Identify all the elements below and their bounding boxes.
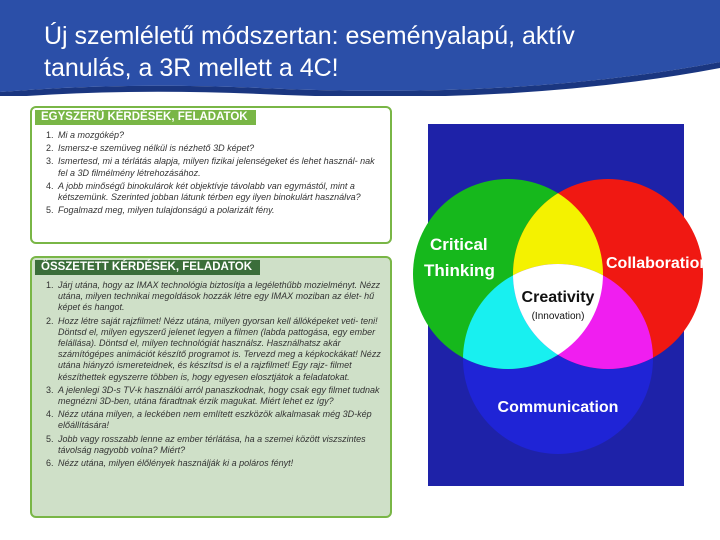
venn-svg (408, 164, 708, 484)
list-item: 1. Mi a mozgókép? (56, 130, 384, 141)
list-item: 3. Ismertesd, mi a térlátás alapja, milyen fizikai jelenségeket és lehet használ- nak fel a 3D filmélmény létrehozásához. (56, 156, 384, 178)
simple-questions-list (32, 130, 390, 218)
slide-title-line-2: tanulás, a 3R mellett a 4C! (44, 54, 339, 82)
simple-questions-box (30, 106, 392, 244)
slide-title-line-1: Új szemléletű módszertan: eseményalapú, aktív (44, 22, 575, 50)
complex-questions-heading: ÖSSZETETT KÉRDÉSEK, FELADATOK (35, 260, 260, 275)
label-innovation: (Innovation) (531, 311, 585, 322)
list-item: 4. A jobb minőségű binokulárok két objektívje távolabb van egymástól, mint a kétszemünk. Szerinted jobban látunk térben egy ilyen binokulárt használva? (56, 181, 384, 203)
complex-questions-list (32, 280, 390, 471)
complex-questions-box (30, 256, 392, 518)
label-critical-line-2: Thinking (424, 261, 495, 280)
list-item: 4. Nézz utána milyen, a leckében nem említett eszközök alkalmasak még 3D-kép előállítására! (56, 409, 384, 431)
four-c-venn-diagram (424, 124, 710, 486)
list-item: 3. A jelenlegi 3D-s TV-k használói arról panaszkodnak, hogy csak egy filmet tudnak megnézni 3D-ben, utána fáradtnak érzik magukat. Miért lehet ez így? (56, 385, 384, 407)
simple-questions-heading: EGYSZERŰ KÉRDÉSEK, FELADATOK (35, 110, 256, 125)
label-critical-line-1: Critical (430, 235, 488, 254)
list-item: 6. Nézz utána, milyen élőlények használják ki a poláros fényt! (56, 458, 384, 469)
list-item: 5. Fogalmazd meg, milyen tulajdonságú a polarizált fény. (56, 205, 384, 216)
list-item: 2. Ismersz-e szemüveg nélkül is nézhető 3D képet? (56, 143, 384, 154)
label-communication: Communication (497, 399, 619, 416)
label-creativity: Creativity (521, 289, 595, 306)
slide-title (44, 20, 704, 84)
slide-header (0, 0, 720, 96)
list-item: 2. Hozz létre saját rajzfilmet! Nézz utána, milyen gyorsan kell állóképeket veti- teni! Döntsd el, milyen egyszerű jelenet legyen a filmen (labda pattogása, egy ember felállása). Döntsd el, milyen technológiát használsz. Használhatsz akár számítógépes animációt készítő programot is. Tervezd meg a képkockákat! Nézz utána hiányzó ismereteidnek, és készítsd is el a rajzfilmet! Egy rajz- filmet készíthettek egyszerre többen is, hogy egyesen elosztjátok a feladatokat. (56, 316, 384, 383)
list-item: 5. Jobb vagy rosszabb lenne az ember térlátása, ha a szemei között viszszintes távolság nagyobb volna? Miért? (56, 434, 384, 456)
list-item: 1. Járj utána, hogy az IMAX technológia biztosítja a legélethűbb mozielményt. Nézz utána, milyen technikai megoldások hozzák létre egy IMAX moziban az élet- hű képet és hangot. (56, 280, 384, 314)
label-collaboration: Collaboration (606, 255, 710, 272)
